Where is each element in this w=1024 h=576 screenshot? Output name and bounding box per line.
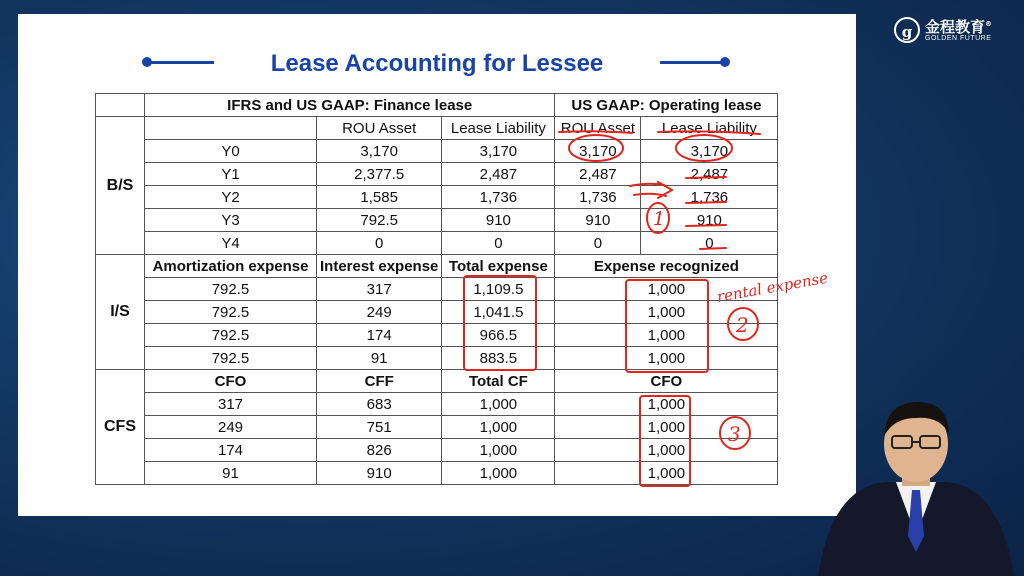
circled-number-1-label: 1 [653, 208, 666, 230]
op-liability-cell: 0 [641, 232, 778, 255]
table-row [96, 140, 778, 163]
rental-expense-note: rental expense [715, 268, 830, 306]
total-expense-header: Total expense [442, 255, 555, 278]
bs-year-header [145, 117, 317, 140]
op-cfo-cell: 1,000 [555, 416, 778, 439]
op-cfo-cell: 1,000 [555, 393, 778, 416]
total-cf-cell: 1,000 [442, 416, 555, 439]
logo-name-cn: 金程教育® [925, 18, 993, 36]
cff-header: CFF [317, 370, 442, 393]
table-row [96, 301, 778, 324]
presenter-figure-icon [818, 402, 1014, 576]
table-row [96, 163, 778, 186]
cff-cell: 910 [317, 462, 442, 485]
liability-cell: 910 [442, 209, 555, 232]
interest-header: Interest expense [317, 255, 442, 278]
amortization-cell: 792.5 [145, 324, 317, 347]
golden-future-logo [894, 16, 1014, 48]
rou-cell: 2,377.5 [317, 163, 442, 186]
finance-lease-header: IFRS and US GAAP: Finance lease [145, 94, 555, 117]
table-row [96, 209, 778, 232]
rou-cell: 1,585 [317, 186, 442, 209]
liability-cell: 0 [442, 232, 555, 255]
cff-cell: 826 [317, 439, 442, 462]
bs-section-label: B/S [96, 117, 145, 255]
logo-name-en: GOLDEN FUTURE [925, 35, 992, 42]
liability-cell: 1,736 [442, 186, 555, 209]
rou-cell: 0 [317, 232, 442, 255]
corner-cell [96, 94, 145, 117]
op-liability-cell: 1,736 [641, 186, 778, 209]
slide-title: Lease Accounting for Lessee [270, 50, 604, 77]
table-row [96, 278, 778, 301]
table-row [96, 232, 778, 255]
interest-cell: 174 [317, 324, 442, 347]
operating-lease-header: US GAAP: Operating lease [555, 94, 778, 117]
table-row [96, 324, 778, 347]
op-rou-cell: 1,736 [555, 186, 641, 209]
year-cell: Y1 [145, 163, 317, 186]
table-row [96, 462, 778, 485]
total-expense-cell: 883.5 [442, 347, 555, 370]
liability-cell: 3,170 [442, 140, 555, 163]
table-row [96, 416, 778, 439]
total-expense-cell: 966.5 [442, 324, 555, 347]
expense-recognized-cell: 1,000 [555, 324, 778, 347]
cfo-cell: 249 [145, 416, 317, 439]
total-cf-cell: 1,000 [442, 439, 555, 462]
amortization-cell: 792.5 [145, 301, 317, 324]
op-liability-cell: 3,170 [641, 140, 778, 163]
year-cell: Y2 [145, 186, 317, 209]
table-row [96, 347, 778, 370]
interest-cell: 317 [317, 278, 442, 301]
op-cfo-cell: 1,000 [555, 462, 778, 485]
op-rou-cell: 910 [555, 209, 641, 232]
circled-number-2-label: 2 [736, 313, 749, 337]
cfo-cell: 174 [145, 439, 317, 462]
title-right-line [660, 61, 724, 64]
op-liability-cell: 2,487 [641, 163, 778, 186]
cfo-header: CFO [145, 370, 317, 393]
bs-liability-header: Lease Liability [442, 117, 555, 140]
year-cell: Y4 [145, 232, 317, 255]
is-column-header-row [96, 255, 778, 278]
op-rou-cell: 0 [555, 232, 641, 255]
expense-recognized-header: Expense recognized [555, 255, 778, 278]
cfs-section-label: CFS [96, 370, 145, 485]
rou-cell: 792.5 [317, 209, 442, 232]
op-rou-header: ROU Asset [555, 117, 641, 140]
lease-table [95, 93, 778, 485]
total-cf-cell: 1,000 [442, 393, 555, 416]
amortization-cell: 792.5 [145, 278, 317, 301]
op-liability-header: Lease Liability [641, 117, 778, 140]
table-row [96, 439, 778, 462]
bs-column-header-row [96, 117, 778, 140]
title-right-dot [720, 57, 730, 67]
liability-cell: 2,487 [442, 163, 555, 186]
amortization-header: Amortization expense [145, 255, 317, 278]
total-expense-cell: 1,109.5 [442, 278, 555, 301]
year-cell: Y0 [145, 140, 317, 163]
op-cfo-cell: 1,000 [555, 439, 778, 462]
cfo-cell: 317 [145, 393, 317, 416]
is-section-label: I/S [96, 255, 145, 370]
total-cf-cell: 1,000 [442, 462, 555, 485]
interest-cell: 91 [317, 347, 442, 370]
op-rou-cell: 2,487 [555, 163, 641, 186]
op-liability-cell: 910 [641, 209, 778, 232]
table-row [96, 393, 778, 416]
expense-recognized-cell: 1,000 [555, 301, 778, 324]
slide [18, 14, 856, 516]
cff-cell: 683 [317, 393, 442, 416]
rou-cell: 3,170 [317, 140, 442, 163]
interest-cell: 249 [317, 301, 442, 324]
year-cell: Y3 [145, 209, 317, 232]
logo-mark-icon: g [894, 17, 920, 43]
registered-mark: ® [985, 20, 993, 28]
cfo-cell: 91 [145, 462, 317, 485]
bs-rou-header: ROU Asset [317, 117, 442, 140]
presenter-video [808, 386, 1024, 576]
expense-recognized-cell: 1,000 [555, 347, 778, 370]
expense-recognized-cell: 1,000 [555, 278, 778, 301]
table-row [96, 186, 778, 209]
cfs-column-header-row [96, 370, 778, 393]
op-cfo-header: CFO [555, 370, 778, 393]
circled-number-3-label: 3 [728, 422, 741, 446]
cff-cell: 751 [317, 416, 442, 439]
total-expense-cell: 1,041.5 [442, 301, 555, 324]
total-cf-header: Total CF [442, 370, 555, 393]
op-rou-cell: 3,170 [555, 140, 641, 163]
amortization-cell: 792.5 [145, 347, 317, 370]
table-header-row [96, 94, 778, 117]
